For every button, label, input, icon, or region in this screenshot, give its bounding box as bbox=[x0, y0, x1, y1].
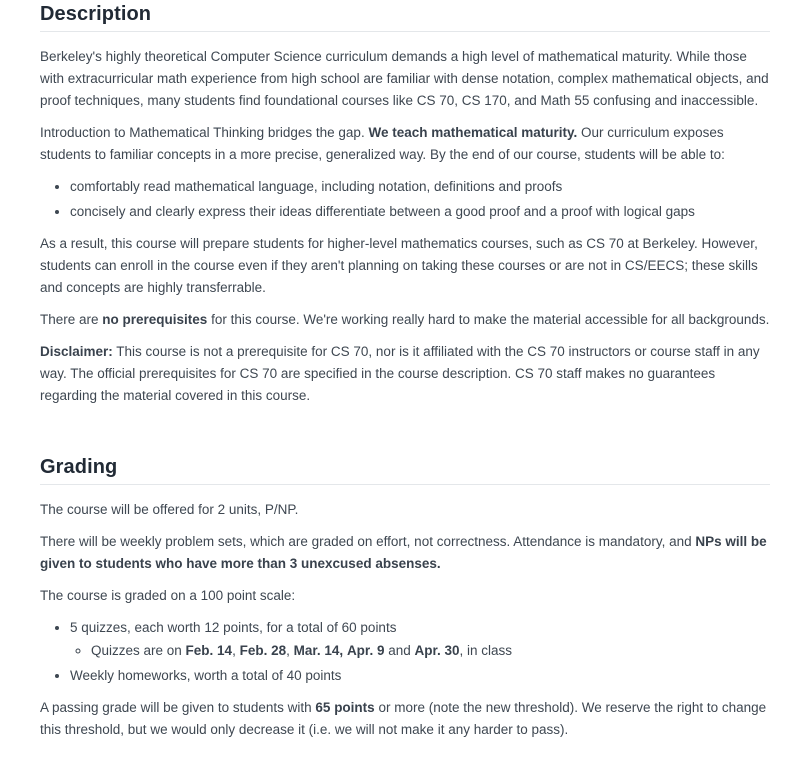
bold-text-run: We teach mathematical maturity. bbox=[368, 125, 578, 140]
text-run: This course is not a prerequisite for CS 70, nor is it affiliated with the CS 70 instructors or course staff in any way. The official prerequisites for CS 70 are specified in the course description. CS 70 staff makes no guarantees regarding the material covered in this course. bbox=[40, 344, 760, 403]
text-run: Berkeley's highly theoretical Computer Science curriculum demands a high level of mathematical maturity. While those with extracurricular math experience from high school are familiar with dense notation, complex mathematical objects, and proof techniques, many students find foundational courses like CS 70, CS 170, and Math 55 confusing and inaccessible. bbox=[40, 49, 769, 108]
paragraph bbox=[40, 341, 770, 407]
paragraph bbox=[40, 233, 770, 299]
section-description bbox=[40, 2, 770, 407]
paragraph bbox=[40, 531, 770, 575]
paragraph bbox=[40, 585, 770, 607]
paragraph bbox=[40, 499, 770, 521]
bold-text-run: Disclaimer: bbox=[40, 344, 113, 359]
bold-text-run: Feb. 28 bbox=[239, 643, 287, 658]
bold-text-run: Mar. 14, bbox=[293, 643, 344, 658]
text-run: There will be weekly problem sets, which are graded on effort, not correctness. Attendance is mandatory, and bbox=[40, 534, 696, 549]
bold-text-run: Feb. 14 bbox=[185, 643, 233, 658]
text-run: , bbox=[286, 643, 294, 658]
list-item bbox=[70, 201, 770, 223]
paragraph bbox=[40, 46, 770, 112]
section-grading bbox=[40, 455, 770, 741]
sub-bullet-list bbox=[70, 640, 770, 662]
text-run: , bbox=[232, 643, 240, 658]
text-run: 5 quizzes, each worth 12 points, for a total of 60 points bbox=[70, 620, 397, 635]
sub-list-item bbox=[91, 640, 770, 662]
text-run: As a result, this course will prepare students for higher-level mathematics courses, such as CS 70 at Berkeley. However, students can enroll in the course even if they aren't planning on taking these courses or are not in CS/EECS; these skills and concepts are highly transferrable. bbox=[40, 236, 758, 295]
bullet-list bbox=[40, 176, 770, 223]
text-run: There are bbox=[40, 312, 103, 327]
description-heading: Description bbox=[40, 2, 770, 32]
bold-text-run: Apr. 9 bbox=[346, 643, 385, 658]
text-run: , in class bbox=[459, 643, 513, 658]
text-run: The course is graded on a 100 point scale: bbox=[40, 588, 296, 603]
list-item bbox=[70, 665, 770, 687]
text-run: Quizzes are on bbox=[91, 643, 186, 658]
paragraph bbox=[40, 122, 770, 166]
text-run: Introduction to Mathematical Thinking bridges the gap. bbox=[40, 125, 369, 140]
list-item bbox=[70, 176, 770, 198]
bullet-list bbox=[40, 617, 770, 687]
text-run: Our curriculum exposes students to familiar concepts in a more precise, generalized way. By the end of our course, students will be able to: bbox=[40, 125, 725, 162]
text-run: The course will be offered for 2 units, P/NP. bbox=[40, 502, 299, 517]
text-run: comfortably read mathematical language, including notation, definitions and proofs bbox=[70, 179, 563, 194]
paragraph bbox=[40, 309, 770, 331]
text-run: and bbox=[384, 643, 415, 658]
text-run: Weekly homeworks, worth a total of 40 points bbox=[70, 668, 342, 683]
bold-text-run: no prerequisites bbox=[102, 312, 208, 327]
bold-text-run: Apr. 30 bbox=[414, 643, 460, 658]
bold-text-run: NPs will be given to students who have more than 3 unexcused absenses. bbox=[40, 534, 767, 571]
list-item bbox=[70, 617, 770, 662]
paragraph bbox=[40, 697, 770, 741]
text-run: for this course. We're working really hard to make the material accessible for all backgrounds. bbox=[207, 312, 770, 327]
grading-content bbox=[40, 499, 770, 741]
grading-heading: Grading bbox=[40, 455, 770, 485]
description-content bbox=[40, 46, 770, 407]
text-run: A passing grade will be given to students with bbox=[40, 700, 316, 715]
text-run: or more (note the new threshold). We reserve the right to change this threshold, but we would only decrease it (i.e. we will not make it any harder to pass). bbox=[40, 700, 767, 737]
text-run: concisely and clearly express their ideas differentiate between a good proof and a proof with logical gaps bbox=[70, 204, 695, 219]
bold-text-run: 65 points bbox=[315, 700, 375, 715]
